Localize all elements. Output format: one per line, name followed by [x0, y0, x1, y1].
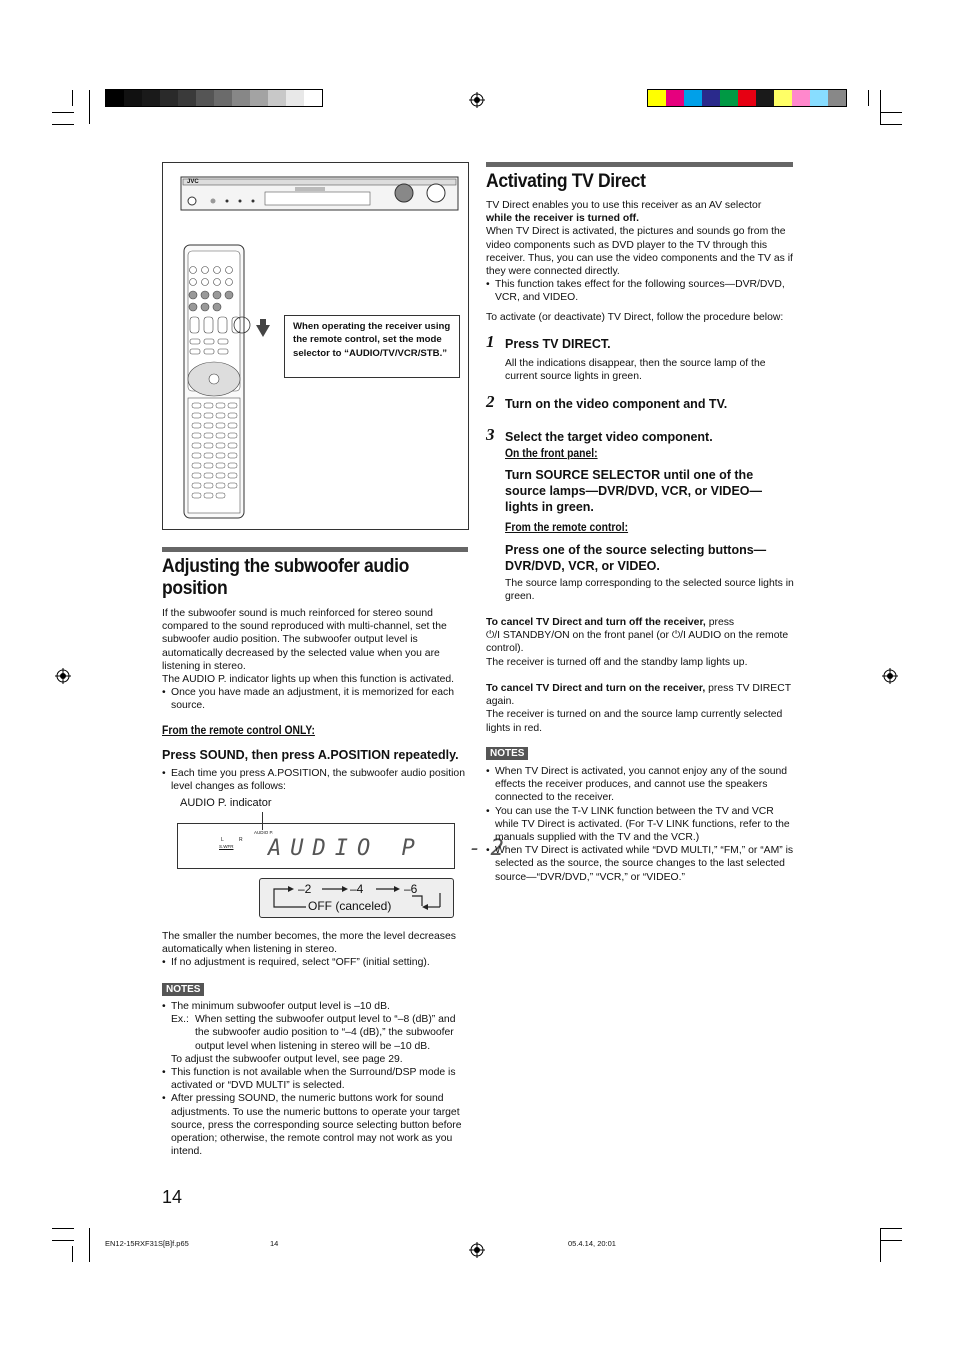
display-l: L [221, 837, 224, 843]
after-text: The smaller the number becomes, the more the level decreases automatically when listening in stereo. [162, 931, 456, 956]
intro1b: while the receiver is turned off. [486, 213, 640, 225]
crop-mark [880, 1228, 902, 1229]
procedure: To activate (or deactivate) TV Direct, follow the procedure below: [486, 312, 784, 323]
bullet-memorized: • Once you have made an adjustment, it is memorized for each source. [162, 686, 468, 712]
cycle-minus2: –2 [298, 882, 312, 896]
intro-text: If the subwoofer sound is much reinforced for stereo sound compared to the sound reproduced with multi-channel, set the subwoofer audio position. The subwoofer output level is automatically decreased by the selected value when you are listening in stereo. [162, 608, 447, 672]
ex-label: Ex.: [171, 1014, 189, 1026]
ex-text: When setting the subwoofer output level to “–8 (dB)” and the subwoofer audio position to “–4 (dB),” the subwoofer output level when listening in stereo will be –10 dB. [195, 1014, 456, 1052]
remote-text: Press one of the source selecting buttons—DVR/DVD, VCR, or VIDEO. [505, 543, 767, 573]
cancel-off-a: press [708, 617, 735, 628]
from-remote-label: From the remote control: [505, 522, 629, 534]
cancel-on-block [486, 682, 794, 735]
crop-mark [52, 1240, 74, 1241]
remote-desc: The source lamp corresponding to the selected source lights in green. [505, 578, 794, 603]
cancel-on-result: The receiver is turned on and the source lamp currently selected lights in red. [486, 709, 783, 734]
registration-mark-icon [55, 668, 71, 684]
note-left-1-more: To adjust the subwoofer output level, see page 29. [171, 1053, 403, 1065]
title-rule [162, 547, 468, 552]
from-remote-only: From the remote control ONLY: [162, 725, 315, 737]
power-icon: ⏻/I [486, 630, 500, 642]
crop-mark [89, 1228, 90, 1262]
tv-direct-intro [486, 199, 794, 305]
cycle-off: OFF (canceled) [308, 899, 392, 913]
footer-file: EN12-15RXF31S[B]f.p65 [105, 1239, 189, 1248]
note-left-1 [162, 1000, 468, 1066]
display-readout: AUDIO P -2 [268, 836, 513, 861]
cancel-off-c: AUDIO on the remote control). [486, 630, 789, 655]
step-select: Select the target video component. [505, 430, 713, 444]
note-left-2: • This function is not available when the Surround/DSP mode is activated or “DVD MULTI” is selected. [162, 1066, 468, 1092]
registration-mark-icon [882, 668, 898, 684]
display-r: R [239, 837, 243, 843]
power-icon: ⏻/I [671, 630, 686, 642]
note-left-1-text: • The minimum subwoofer output level is –10 dB. [171, 1001, 390, 1012]
crop-mark [880, 124, 902, 125]
press-sound-line: Press SOUND, then press A.POSITION repeatedly. [162, 748, 459, 762]
footer-date: 05.4.14, 20:01 [568, 1239, 616, 1248]
remote-control-illustration [178, 243, 278, 523]
cancel-on-text [486, 682, 794, 708]
subwoofer-intro [162, 607, 468, 713]
note-right-2: • You can use the T-V LINK function between the TV and VCR while TV Direct is activated. (For T-V LINK functions, refer to the manuals supplied with the TV and the VCR.) [486, 805, 794, 845]
bullet-a-position-wrap [162, 767, 468, 793]
title-rule [486, 162, 793, 167]
front-panel-label: On the front panel: [505, 448, 598, 460]
crop-mark [880, 90, 881, 124]
grayscale-bar [105, 89, 323, 107]
color-bar [647, 89, 847, 107]
cycle-minus4: –4 [350, 882, 364, 896]
step-number: 3 [486, 425, 495, 444]
brand-logo: JVC [187, 179, 199, 185]
crop-mark [880, 1240, 902, 1241]
front-panel-text: Turn SOURCE SELECTOR until one of the source lamps—DVR/DVD, VCR, or VIDEO—lights in green. [505, 468, 763, 514]
receiver-illustration [180, 176, 460, 212]
step-press-tv-direct: Press TV DIRECT. [505, 337, 611, 351]
registration-mark-icon [469, 1242, 485, 1258]
intro2: When TV Direct is activated, the pictures and sounds go from the video components such as DVD player to the TV through this receiver. Thus, you can use the video components and the TV as if they were connected directly. [486, 226, 793, 278]
note-left-1-example [171, 1013, 468, 1053]
cycle-minus6: –6 [404, 882, 418, 896]
page-number: 14 [162, 1187, 183, 1207]
intro1: TV Direct enables you to use this receiver as an AV selector [486, 200, 762, 211]
step-number: 2 [486, 392, 495, 411]
registration-mark-icon [469, 92, 485, 108]
bullet-a-position: • Each time you press A.POSITION, the subwoofer audio position level changes as follows: [162, 767, 468, 793]
footer-page: 14 [270, 1239, 279, 1248]
step1-desc: All the indications disappear, then the source lamp of the current source lights in green. [505, 358, 766, 383]
notes-badge-left: NOTES [162, 983, 204, 996]
illustration-frame [162, 162, 469, 530]
crop-mark [89, 90, 90, 124]
step-number: 1 [486, 332, 495, 351]
tv-direct-title: Activating TV Direct [486, 170, 646, 192]
crop-mark [52, 112, 74, 113]
display-small-label: AUDIO P. [254, 830, 274, 835]
mode-selector-callout: When operating the receiver using the remote control, set the mode selector to “AUDIO/TV/VCR/STB.” [284, 315, 460, 378]
cancel-on-rest: press TV DIRECT again. [486, 683, 791, 708]
cycle-diagram [259, 878, 454, 918]
subwoofer-title: Adjusting the subwoofer audio position [162, 555, 409, 599]
bullet-off: • If no adjustment is required, select “OFF” (initial setting). [162, 956, 468, 969]
crop-mark [880, 1228, 881, 1262]
notes-right [486, 765, 794, 884]
notes-left [162, 1000, 468, 1158]
display-sub: S.WFR [219, 844, 234, 849]
crop-mark [72, 1246, 73, 1262]
crop-mark [880, 112, 902, 113]
note-left-3: • After pressing SOUND, the numeric buttons work for sound adjustments. To use the numeric buttons to operate your target source, press the corresponding source selecting button before operation; otherwise, the remote control may not work as you intend. [162, 1092, 468, 1158]
cancel-off-text [486, 616, 794, 656]
cancel-off-bold: To cancel TV Direct and turn off the receiver, [486, 617, 706, 628]
after-text-block [162, 930, 468, 970]
crop-mark [52, 124, 74, 125]
cancel-off-block [486, 616, 794, 669]
audio-p-display [177, 823, 513, 869]
crop-mark [52, 1228, 74, 1229]
crop-mark [868, 90, 869, 106]
cancel-off-b: STANDBY/ON on the front panel (or [502, 630, 670, 642]
indicator-label: AUDIO P. indicator [180, 797, 272, 809]
cancel-on-bold: To cancel TV Direct and turn on the receiver, [486, 683, 706, 694]
indicator-line: The AUDIO P. indicator lights up when this function is activated. [162, 674, 455, 686]
bullet-sources: • This function takes effect for the following sources—DVR/DVD, VCR, and VIDEO. [486, 278, 794, 304]
cancel-off-result: The receiver is turned off and the standby lamp lights up. [486, 656, 748, 668]
note-right-1: • When TV Direct is activated, you cannot enjoy any of the sound effects the receiver produces, and cannot use the speakers connected to the receiver. [486, 765, 794, 805]
step-turn-on: Turn on the video component and TV. [505, 397, 728, 411]
notes-badge-right: NOTES [486, 747, 528, 760]
crop-mark [72, 90, 73, 106]
note-right-3: • When TV Direct is activated while “DVD MULTI,” “FM,” or “AM” is selected as the source, the source changes to the last selected source—“DVR/DVD,” “VCR,” or “VIDEO.” [486, 844, 794, 884]
